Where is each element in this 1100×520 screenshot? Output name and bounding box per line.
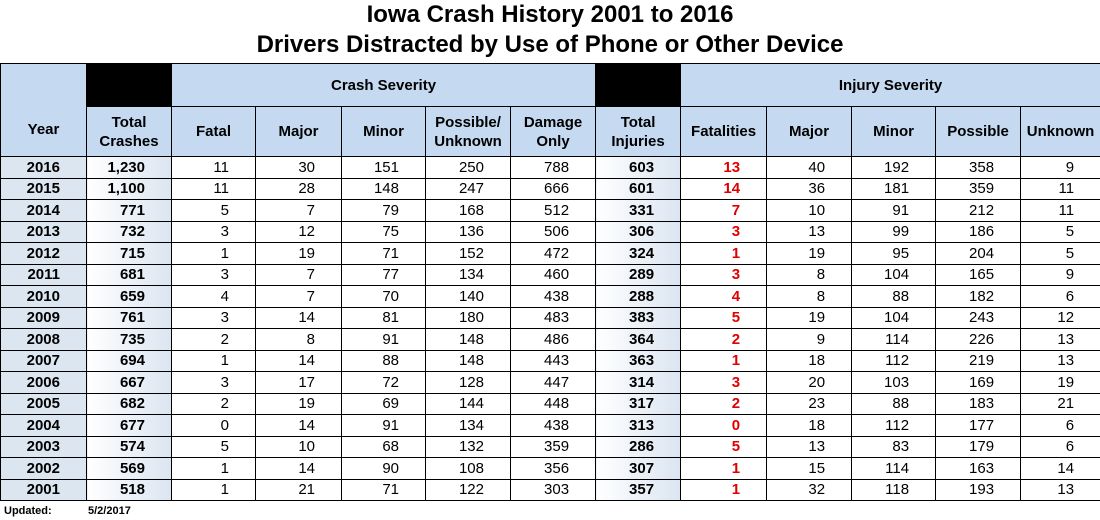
total-crashes-cell: 715 — [87, 243, 172, 265]
minor-cell: 148 — [342, 178, 426, 200]
table-row — [1, 436, 1100, 458]
fatal-cell: 1 — [172, 479, 256, 501]
year-cell: 2014 — [1, 200, 87, 222]
possible-unknown-cell: 128 — [426, 372, 511, 394]
fatalities-cell: 5 — [681, 307, 767, 329]
injury-major-cell: 13 — [767, 221, 852, 243]
fatal-cell: 3 — [172, 307, 256, 329]
total-crashes-cell: 682 — [87, 393, 172, 415]
header-line: Crashes — [99, 132, 159, 150]
fatalities-cell: 3 — [681, 264, 767, 286]
crash-history-table — [0, 63, 1100, 501]
possible-cell: 359 — [936, 178, 1021, 200]
injury-major-cell: 8 — [767, 286, 852, 308]
injury-minor-cell: 91 — [852, 200, 936, 222]
possible-cell: 183 — [936, 393, 1021, 415]
possible-unknown-cell: 250 — [426, 157, 511, 179]
damage-only-cell: 356 — [511, 458, 596, 480]
damage-only-cell: 438 — [511, 415, 596, 437]
injury-minor-header: Minor — [852, 107, 936, 157]
minor-cell: 90 — [342, 458, 426, 480]
total-crashes-cell: 771 — [87, 200, 172, 222]
year-cell: 2006 — [1, 372, 87, 394]
table-row — [1, 221, 1100, 243]
possible-header: Possible — [936, 107, 1021, 157]
minor-cell: 71 — [342, 479, 426, 501]
minor-cell: 151 — [342, 157, 426, 179]
updated-footer — [4, 505, 131, 517]
fatalities-cell: 2 — [681, 393, 767, 415]
possible-unknown-cell: 144 — [426, 393, 511, 415]
total-crashes-cell: 735 — [87, 329, 172, 351]
table-row — [1, 479, 1100, 501]
fatalities-cell: 14 — [681, 178, 767, 200]
table-row — [1, 393, 1100, 415]
total-injuries-cell: 288 — [596, 286, 681, 308]
year-cell: 2004 — [1, 415, 87, 437]
minor-cell: 69 — [342, 393, 426, 415]
damage-only-cell: 788 — [511, 157, 596, 179]
possible-unknown-cell: 247 — [426, 178, 511, 200]
minor-cell: 91 — [342, 329, 426, 351]
possible-cell: 204 — [936, 243, 1021, 265]
injury-minor-cell: 192 — [852, 157, 936, 179]
damage-only-cell: 447 — [511, 372, 596, 394]
fatal-cell: 5 — [172, 436, 256, 458]
total-injuries-header — [596, 107, 681, 157]
total-crashes-header — [87, 107, 172, 157]
injury-minor-cell: 103 — [852, 372, 936, 394]
injury-major-cell: 18 — [767, 415, 852, 437]
injury-minor-cell: 83 — [852, 436, 936, 458]
possible-cell: 163 — [936, 458, 1021, 480]
column-header-row — [1, 107, 1100, 157]
major-header: Major — [256, 107, 342, 157]
unknown-cell: 9 — [1021, 157, 1100, 179]
unknown-cell: 6 — [1021, 436, 1100, 458]
major-cell: 30 — [256, 157, 342, 179]
major-cell: 14 — [256, 458, 342, 480]
major-cell: 14 — [256, 350, 342, 372]
major-cell: 14 — [256, 307, 342, 329]
unknown-cell: 19 — [1021, 372, 1100, 394]
table-row — [1, 243, 1100, 265]
year-cell: 2005 — [1, 393, 87, 415]
unknown-cell: 13 — [1021, 350, 1100, 372]
year-cell: 2008 — [1, 329, 87, 351]
fatal-cell: 1 — [172, 243, 256, 265]
major-cell: 7 — [256, 286, 342, 308]
possible-cell: 212 — [936, 200, 1021, 222]
major-cell: 10 — [256, 436, 342, 458]
major-cell: 12 — [256, 221, 342, 243]
header-line: Total — [620, 113, 656, 131]
possible-cell: 182 — [936, 286, 1021, 308]
possible-cell: 186 — [936, 221, 1021, 243]
possible-cell: 165 — [936, 264, 1021, 286]
total-injuries-cell: 307 — [596, 458, 681, 480]
unknown-cell: 6 — [1021, 286, 1100, 308]
major-cell: 19 — [256, 393, 342, 415]
unknown-cell: 12 — [1021, 307, 1100, 329]
total-crashes-cell: 681 — [87, 264, 172, 286]
fatal-cell: 4 — [172, 286, 256, 308]
fatal-cell: 2 — [172, 393, 256, 415]
table-row — [1, 372, 1100, 394]
major-cell: 7 — [256, 200, 342, 222]
possible-unknown-cell: 140 — [426, 286, 511, 308]
fatalities-cell: 7 — [681, 200, 767, 222]
damage-only-cell: 472 — [511, 243, 596, 265]
injury-major-cell: 9 — [767, 329, 852, 351]
possible-unknown-cell: 168 — [426, 200, 511, 222]
total-injuries-cell: 364 — [596, 329, 681, 351]
minor-cell: 88 — [342, 350, 426, 372]
unknown-header: Unknown — [1021, 107, 1100, 157]
injury-major-cell: 19 — [767, 307, 852, 329]
minor-cell: 68 — [342, 436, 426, 458]
fatalities-cell: 2 — [681, 329, 767, 351]
year-cell: 2013 — [1, 221, 87, 243]
damage-only-cell: 483 — [511, 307, 596, 329]
table-row — [1, 264, 1100, 286]
possible-unknown-cell: 148 — [426, 350, 511, 372]
header-line: Possible/ — [435, 113, 501, 131]
header-line: Total — [111, 113, 147, 131]
total-injuries-cell: 286 — [596, 436, 681, 458]
unknown-cell: 6 — [1021, 415, 1100, 437]
total-injuries-cell: 603 — [596, 157, 681, 179]
year-cell: 2007 — [1, 350, 87, 372]
total-crashes-cell: 574 — [87, 436, 172, 458]
damage-only-cell: 486 — [511, 329, 596, 351]
fatal-cell: 1 — [172, 458, 256, 480]
damage-only-cell: 359 — [511, 436, 596, 458]
total-crashes-cell: 518 — [87, 479, 172, 501]
updated-label: Updated: — [4, 505, 52, 517]
damage-only-cell: 438 — [511, 286, 596, 308]
year-cell: 2012 — [1, 243, 87, 265]
table-body — [1, 157, 1100, 501]
possible-unknown-cell: 148 — [426, 329, 511, 351]
injury-severity-header: Injury Severity — [681, 64, 1100, 107]
fatalities-cell: 3 — [681, 221, 767, 243]
possible-cell: 243 — [936, 307, 1021, 329]
damage-only-header — [511, 107, 596, 157]
header-line: Only — [536, 132, 570, 150]
possible-cell: 358 — [936, 157, 1021, 179]
possible-cell: 219 — [936, 350, 1021, 372]
table-row — [1, 286, 1100, 308]
total-crashes-cell: 761 — [87, 307, 172, 329]
damage-only-cell: 448 — [511, 393, 596, 415]
total-injuries-cell: 314 — [596, 372, 681, 394]
table-row — [1, 329, 1100, 351]
year-header: Year — [1, 64, 87, 157]
table-row — [1, 178, 1100, 200]
injury-minor-cell: 95 — [852, 243, 936, 265]
fatalities-cell: 3 — [681, 372, 767, 394]
header-line: Injuries — [611, 132, 665, 150]
total-crashes-cell: 677 — [87, 415, 172, 437]
injury-major-cell: 36 — [767, 178, 852, 200]
total-injuries-cell: 363 — [596, 350, 681, 372]
major-cell: 28 — [256, 178, 342, 200]
injury-minor-cell: 114 — [852, 329, 936, 351]
total-injuries-cell: 331 — [596, 200, 681, 222]
possible-unknown-cell: 132 — [426, 436, 511, 458]
black-header-block — [596, 64, 681, 107]
table-row — [1, 200, 1100, 222]
fatalities-cell: 1 — [681, 479, 767, 501]
unknown-cell: 5 — [1021, 243, 1100, 265]
year-cell: 2015 — [1, 178, 87, 200]
total-injuries-cell: 601 — [596, 178, 681, 200]
possible-unknown-cell: 136 — [426, 221, 511, 243]
minor-cell: 72 — [342, 372, 426, 394]
fatal-cell: 5 — [172, 200, 256, 222]
possible-unknown-cell: 108 — [426, 458, 511, 480]
possible-unknown-header — [426, 107, 511, 157]
unknown-cell: 9 — [1021, 264, 1100, 286]
damage-only-cell: 460 — [511, 264, 596, 286]
title-block — [0, 0, 1100, 60]
injury-major-cell: 40 — [767, 157, 852, 179]
total-injuries-cell: 383 — [596, 307, 681, 329]
possible-cell: 169 — [936, 372, 1021, 394]
injury-minor-cell: 114 — [852, 458, 936, 480]
major-cell: 14 — [256, 415, 342, 437]
total-injuries-cell: 313 — [596, 415, 681, 437]
fatal-cell: 3 — [172, 372, 256, 394]
minor-cell: 91 — [342, 415, 426, 437]
fatalities-cell: 13 — [681, 157, 767, 179]
minor-cell: 77 — [342, 264, 426, 286]
year-cell: 2001 — [1, 479, 87, 501]
minor-cell: 70 — [342, 286, 426, 308]
unknown-cell: 13 — [1021, 479, 1100, 501]
injury-major-cell: 32 — [767, 479, 852, 501]
unknown-cell: 21 — [1021, 393, 1100, 415]
possible-unknown-cell: 180 — [426, 307, 511, 329]
total-injuries-cell: 357 — [596, 479, 681, 501]
minor-cell: 79 — [342, 200, 426, 222]
year-cell: 2016 — [1, 157, 87, 179]
total-crashes-cell: 569 — [87, 458, 172, 480]
year-cell: 2011 — [1, 264, 87, 286]
possible-unknown-cell: 122 — [426, 479, 511, 501]
minor-header: Minor — [342, 107, 426, 157]
damage-only-cell: 303 — [511, 479, 596, 501]
major-cell: 17 — [256, 372, 342, 394]
injury-major-cell: 20 — [767, 372, 852, 394]
major-cell: 7 — [256, 264, 342, 286]
injury-minor-cell: 88 — [852, 286, 936, 308]
injury-major-cell: 23 — [767, 393, 852, 415]
fatalities-cell: 1 — [681, 350, 767, 372]
table-row — [1, 307, 1100, 329]
fatal-cell: 0 — [172, 415, 256, 437]
injury-major-cell: 8 — [767, 264, 852, 286]
possible-unknown-cell: 152 — [426, 243, 511, 265]
possible-cell: 179 — [936, 436, 1021, 458]
damage-only-cell: 666 — [511, 178, 596, 200]
header-line: Damage — [523, 113, 583, 131]
injury-major-cell: 15 — [767, 458, 852, 480]
injury-minor-cell: 104 — [852, 264, 936, 286]
injury-major-cell: 10 — [767, 200, 852, 222]
fatalities-cell: 4 — [681, 286, 767, 308]
possible-cell: 226 — [936, 329, 1021, 351]
total-injuries-cell: 324 — [596, 243, 681, 265]
total-injuries-cell: 317 — [596, 393, 681, 415]
year-cell: 2002 — [1, 458, 87, 480]
injury-minor-cell: 112 — [852, 350, 936, 372]
injury-minor-cell: 181 — [852, 178, 936, 200]
crash-severity-header: Crash Severity — [172, 64, 596, 107]
major-cell: 8 — [256, 329, 342, 351]
total-injuries-cell: 306 — [596, 221, 681, 243]
damage-only-cell: 512 — [511, 200, 596, 222]
fatalities-cell: 1 — [681, 243, 767, 265]
fatalities-cell: 5 — [681, 436, 767, 458]
fatal-cell: 2 — [172, 329, 256, 351]
total-crashes-cell: 659 — [87, 286, 172, 308]
injury-minor-cell: 112 — [852, 415, 936, 437]
injury-minor-cell: 99 — [852, 221, 936, 243]
header-line: Unknown — [434, 132, 502, 150]
injury-major-header: Major — [767, 107, 852, 157]
possible-cell: 193 — [936, 479, 1021, 501]
table-row — [1, 458, 1100, 480]
fatal-cell: 1 — [172, 350, 256, 372]
total-crashes-cell: 1,230 — [87, 157, 172, 179]
injury-minor-cell: 88 — [852, 393, 936, 415]
fatalities-cell: 1 — [681, 458, 767, 480]
fatal-cell: 3 — [172, 221, 256, 243]
possible-unknown-cell: 134 — [426, 415, 511, 437]
possible-unknown-cell: 134 — [426, 264, 511, 286]
fatalities-header: Fatalities — [681, 107, 767, 157]
table-row — [1, 415, 1100, 437]
fatal-cell: 3 — [172, 264, 256, 286]
page-title: Iowa Crash History 2001 to 2016 — [366, 1, 734, 28]
year-cell: 2003 — [1, 436, 87, 458]
unknown-cell: 11 — [1021, 178, 1100, 200]
total-crashes-cell: 732 — [87, 221, 172, 243]
unknown-cell: 11 — [1021, 200, 1100, 222]
fatalities-cell: 0 — [681, 415, 767, 437]
year-cell: 2009 — [1, 307, 87, 329]
unknown-cell: 14 — [1021, 458, 1100, 480]
unknown-cell: 13 — [1021, 329, 1100, 351]
minor-cell: 75 — [342, 221, 426, 243]
major-cell: 21 — [256, 479, 342, 501]
total-crashes-cell: 1,100 — [87, 178, 172, 200]
injury-major-cell: 18 — [767, 350, 852, 372]
fatal-cell: 11 — [172, 157, 256, 179]
updated-date: 5/2/2017 — [88, 505, 131, 517]
minor-cell: 81 — [342, 307, 426, 329]
year-cell: 2010 — [1, 286, 87, 308]
fatal-header: Fatal — [172, 107, 256, 157]
minor-cell: 71 — [342, 243, 426, 265]
injury-minor-cell: 104 — [852, 307, 936, 329]
table-row — [1, 157, 1100, 179]
total-crashes-cell: 694 — [87, 350, 172, 372]
total-crashes-cell: 667 — [87, 372, 172, 394]
injury-minor-cell: 118 — [852, 479, 936, 501]
possible-cell: 177 — [936, 415, 1021, 437]
injury-major-cell: 19 — [767, 243, 852, 265]
unknown-cell: 5 — [1021, 221, 1100, 243]
group-header-row — [1, 64, 1100, 107]
damage-only-cell: 506 — [511, 221, 596, 243]
page-subtitle: Drivers Distracted by Use of Phone or Other Device — [256, 31, 844, 58]
black-header-block — [87, 64, 172, 107]
major-cell: 19 — [256, 243, 342, 265]
damage-only-cell: 443 — [511, 350, 596, 372]
injury-major-cell: 13 — [767, 436, 852, 458]
total-injuries-cell: 289 — [596, 264, 681, 286]
table-row — [1, 350, 1100, 372]
fatal-cell: 11 — [172, 178, 256, 200]
